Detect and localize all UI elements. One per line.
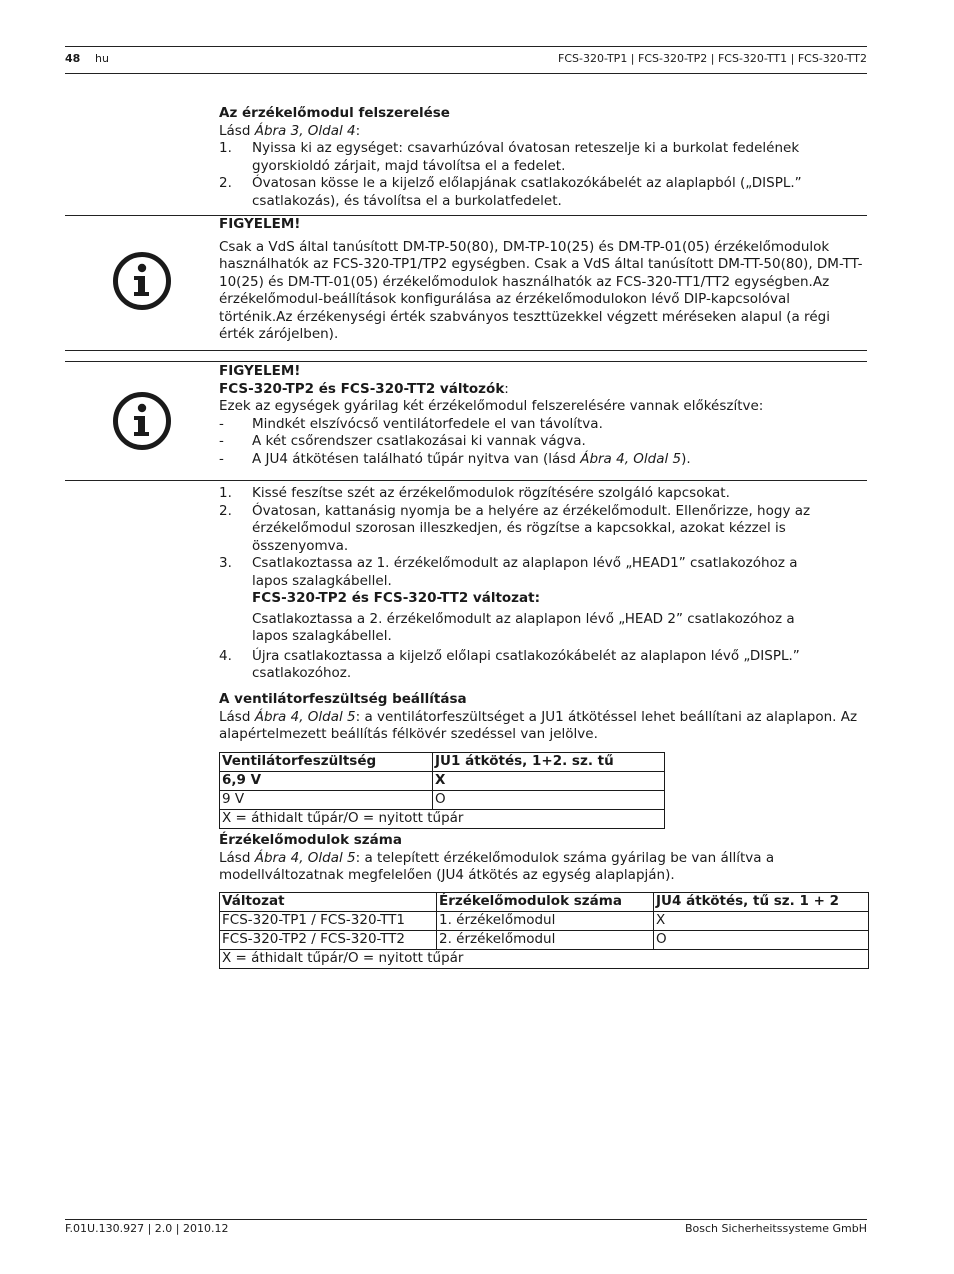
footer-company: Bosch Sicherheitssysteme GmbH <box>684 1222 867 1235</box>
table-cell: 1. érzékelőmodul <box>437 912 654 931</box>
notice-top-rule <box>65 361 867 362</box>
see-reference: Lásd Ábra 4, Oldal 5: a telepített érzékelőmodulok száma gyárilag be van állítva a modellváltozatnak megfelelően (JU4 átkötés az egység alaplapján). <box>219 849 775 883</box>
notice-heading: FIGYELEM! <box>219 216 301 232</box>
variant-heading: FCS-320-TP2 és FCS-320-TT2 változat: <box>252 590 541 606</box>
section-title: Az érzékelőmodul felszerelése <box>219 105 450 121</box>
section-fan-voltage <box>219 691 867 744</box>
table-cell: FCS-320-TP2 / FCS-320-TT2 <box>220 931 437 950</box>
see-reference: Lásd Ábra 4, Oldal 5: a ventilátorfeszültséget a JU1 átkötéssel lehet beállítani az alaplapon. Az alapértelmezett beállítás félkövér szedéssel van jelölve. <box>219 708 858 742</box>
table-row <box>220 810 665 829</box>
table-row <box>220 950 869 969</box>
table-footnote: X = áthidalt tűpár/O = nyitott tűpár <box>220 950 869 969</box>
table-header-cell: Ventilátorfeszültség <box>220 753 433 772</box>
table-row <box>220 893 869 912</box>
section-title: A ventilátorfeszültség beállítása <box>219 691 467 707</box>
list-item: - Mindkét elszívócső ventilátorfedele el van távolítva. <box>219 415 603 432</box>
notice-bottom-rule <box>65 350 867 351</box>
table-header-cell: Változat <box>220 893 437 912</box>
table-row <box>220 753 665 772</box>
section-title: Érzékelőmodulok száma <box>219 832 402 848</box>
info-icon <box>113 392 171 450</box>
list-item: 4. Újra csatlakoztassa a kijelző előlapi csatlakozókábelét az alaplapon lévő „DISPL.” csatlakozóhoz. <box>219 647 800 681</box>
see-reference: Lásd Ábra 3, Oldal 4: <box>219 122 361 139</box>
table-header-cell: JU4 átkötés, tű sz. 1 + 2 <box>654 893 869 912</box>
table-row <box>220 772 665 791</box>
footer-rule <box>65 1219 867 1220</box>
list-item: - A két csőrendszer csatlakozásai ki vannak vágva. <box>219 433 586 449</box>
fan-voltage-table <box>219 752 665 829</box>
notice-bottom-rule <box>65 480 867 481</box>
table-footnote: X = áthidalt tűpár/O = nyitott tűpár <box>220 810 665 829</box>
table-cell: X <box>433 772 665 791</box>
variant-text: Csatlakoztassa a 2. érzékelőmodult az alaplapon lévő „HEAD 2” csatlakozóhoz a lapos szalagkábellel. <box>252 610 795 644</box>
table-cell: O <box>433 791 665 810</box>
list-item: 2. Óvatosan kösse le a kijelző előlapjának csatlakozókábelét az alaplapból („DISPL.” csatlakozás), és távolítsa el a burkolatfedelet. <box>219 175 802 209</box>
notice-2 <box>219 363 867 468</box>
info-icon <box>113 252 171 310</box>
table-row <box>220 931 869 950</box>
notice-heading: FIGYELEM! <box>219 363 301 379</box>
language-code: hu <box>95 52 109 65</box>
table-cell: FCS-320-TP1 / FCS-320-TT1 <box>220 912 437 931</box>
table-cell: 2. érzékelőmodul <box>437 931 654 950</box>
header-top-rule <box>65 46 867 47</box>
notice-intro: Ezek az egységek gyárilag két érzékelőmodul felszerelésére vannak előkészítve: <box>219 398 764 414</box>
header-models: FCS-320-TP1 | FCS-320-TP2 | FCS-320-TT1 | FCS-320-TT2 <box>558 52 867 65</box>
list-item: 2. Óvatosan, kattanásig nyomja be a helyére az érzékelőmodult. Ellenőrizze, hogy az érzékelőmodul szorosan illeszkedjen, és rögzítse a kapcsokkal, azokat kézzel is összenyomva. <box>219 502 811 554</box>
table-cell: 9 V <box>220 791 433 810</box>
table-row <box>220 912 869 931</box>
notice-subheading: FCS-320-TP2 és FCS-320-TT2 változók: <box>219 380 509 397</box>
table-header-cell: Érzékelőmodulok száma <box>437 893 654 912</box>
list-item: 3. Csatlakoztassa az 1. érzékelőmodult az alaplapon lévő „HEAD1” csatlakozóhoz a lapos szalagkábellel. FCS-320-TP2 és FCS-320-TT2 változat: Csatlakoztassa a 2. érzékelőmodult az alaplapon lévő „HEAD 2” csatlakozóhoz a lapos szalagkábellel. <box>219 555 819 646</box>
table-cell: O <box>654 931 869 950</box>
page-number: 48 <box>65 52 81 65</box>
list-item: 1. Nyissa ki az egységet: csavarhúzóval óvatosan reteszelje ki a burkolat fedelének gyorskioldó zárjait, majd távolítsa el a fedelet. <box>219 140 800 174</box>
footer-document-id: F.01U.130.927 | 2.0 | 2010.12 <box>65 1222 229 1235</box>
table-header-cell: JU1 átkötés, 1+2. sz. tű <box>433 753 665 772</box>
section-mounting <box>219 105 867 210</box>
list-item: 1. Kissé feszítse szét az érzékelőmodulok rögzítésére szolgáló kapcsokat. <box>219 485 730 501</box>
notice-text: Csak a VdS által tanúsított DM-TP-50(80), DM-TP-10(25) és DM-TP-01(05) érzékelőmodulok használhatók az FCS-320-TP1/TP2 egységben. Csak a VdS által tanúsított DM-TT-50(80), DM-TT-10(25) és DM-TT-01(05) érzékelőmodulok használhatók az FCS-320-TT1/TT2 egységben.Az érzékelőmodul-beállítások konfigurálása az érzékelőmodulokon lévő DIP-kapcsolóval történik.Az érzékenységi érték szabványos teszttüzekkel végzett méréseken alapul (a régi érték zárójelben). <box>219 238 863 342</box>
module-count-table <box>219 892 869 969</box>
header-bottom-rule <box>65 73 867 74</box>
table-cell: X <box>654 912 869 931</box>
list-item: - A JU4 átkötésen található tűpár nyitva van (lásd Ábra 4, Oldal 5). <box>219 450 691 467</box>
installation-steps <box>219 485 819 683</box>
section-module-count <box>219 832 867 885</box>
table-row <box>220 791 665 810</box>
table-cell: 6,9 V <box>220 772 433 791</box>
notice-1 <box>219 216 867 344</box>
